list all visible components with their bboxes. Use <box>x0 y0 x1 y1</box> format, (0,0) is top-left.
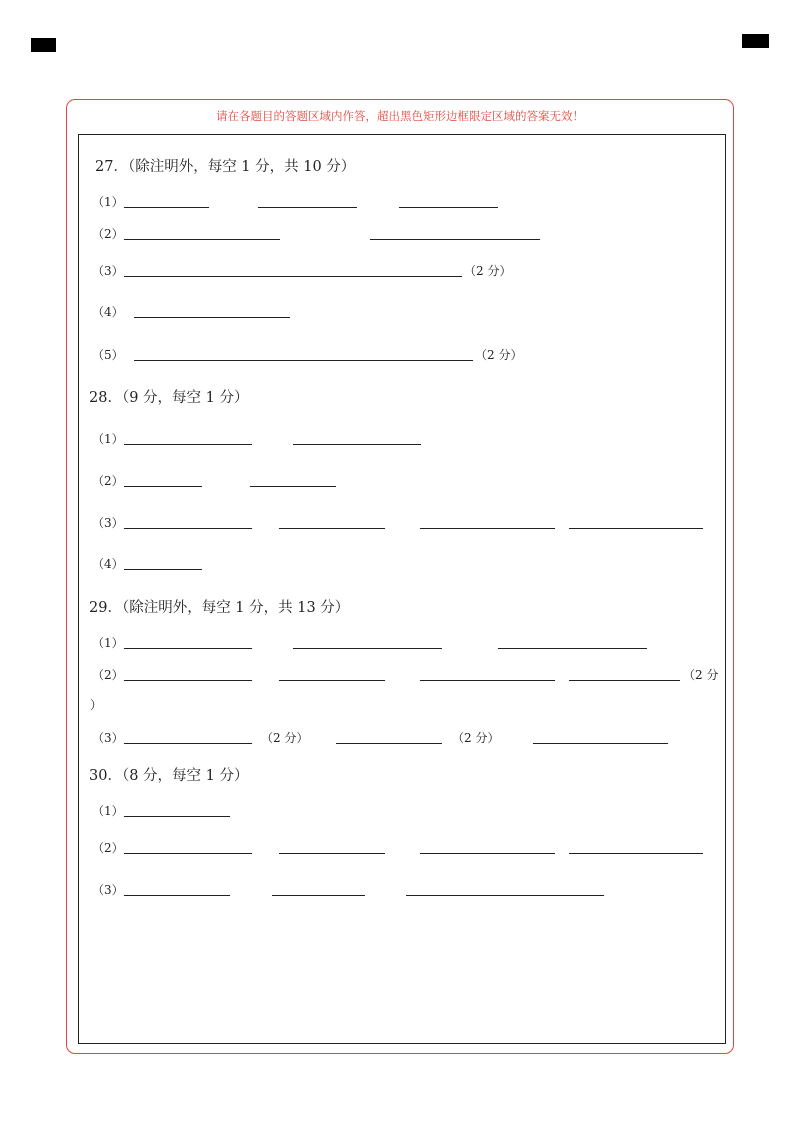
q27-1-blank-c[interactable] <box>399 207 498 208</box>
q28-3-blank-b[interactable] <box>279 528 385 529</box>
answer-area-notice: 请在各题目的答题区域内作答，超出黑色矩形边框限定区域的答案无效！ <box>216 109 584 123</box>
q29-3-points-b: （2 分） <box>452 731 500 745</box>
q27-5-points: （2 分） <box>475 348 523 362</box>
q28-4-label: （4） <box>92 557 124 571</box>
q30-2-blank-a[interactable] <box>124 853 252 854</box>
q29-2-points-close: ） <box>90 698 103 712</box>
registration-mark-right <box>742 34 769 48</box>
q29-3-blank-c[interactable] <box>533 743 668 744</box>
q27-3-blank[interactable] <box>124 276 462 277</box>
q29-1-label: （1） <box>92 636 124 650</box>
q30-2-label: （2） <box>92 841 124 855</box>
q30-2-blank-c[interactable] <box>420 853 555 854</box>
q30-heading: 30．（8 分，每空 1 分） <box>89 768 249 784</box>
q30-2-blank-d[interactable] <box>569 853 703 854</box>
q27-heading: 27．（除注明外，每空 1 分，共 10 分） <box>95 159 356 175</box>
q29-3-label: （3） <box>92 731 124 745</box>
q28-1-blank-a[interactable] <box>124 444 252 445</box>
q27-2-blank-b[interactable] <box>370 239 540 240</box>
q28-heading: 28．（9 分，每空 1 分） <box>89 390 249 406</box>
q30-3-blank-a[interactable] <box>124 895 230 896</box>
q28-1-label: （1） <box>92 432 124 446</box>
q30-2-blank-b[interactable] <box>279 853 385 854</box>
q29-2-blank-a[interactable] <box>124 680 252 681</box>
q30-3-blank-c[interactable] <box>406 895 604 896</box>
q27-3-points: （2 分） <box>464 264 512 278</box>
q30-1-label: （1） <box>92 804 124 818</box>
q29-2-blank-b[interactable] <box>279 680 385 681</box>
q28-2-blank-b[interactable] <box>250 486 336 487</box>
q29-heading: 29．（除注明外，每空 1 分，共 13 分） <box>89 600 350 616</box>
q29-2-label: （2） <box>92 668 124 682</box>
q30-3-blank-b[interactable] <box>272 895 365 896</box>
q27-2-blank-a[interactable] <box>124 239 280 240</box>
q27-5-label: （5） <box>92 348 124 362</box>
registration-mark-left <box>31 38 56 52</box>
q27-5-blank[interactable] <box>134 360 473 361</box>
q29-3-blank-b[interactable] <box>336 743 442 744</box>
q28-3-blank-c[interactable] <box>420 528 555 529</box>
answer-area-inner-border <box>78 134 726 1044</box>
q27-4-blank[interactable] <box>134 317 290 318</box>
q27-1-blank-b[interactable] <box>258 207 357 208</box>
q28-3-blank-a[interactable] <box>124 528 252 529</box>
q29-1-blank-b[interactable] <box>293 648 442 649</box>
q29-3-blank-a[interactable] <box>124 743 252 744</box>
q29-1-blank-a[interactable] <box>124 648 252 649</box>
q27-1-label: （1） <box>92 195 124 209</box>
q29-2-blank-c[interactable] <box>420 680 555 681</box>
q28-2-label: （2） <box>92 474 124 488</box>
q27-1-blank-a[interactable] <box>124 207 209 208</box>
q29-3-points-a: （2 分） <box>261 731 309 745</box>
q29-2-blank-d[interactable] <box>569 680 680 681</box>
q28-4-blank[interactable] <box>124 569 202 570</box>
q30-3-label: （3） <box>92 883 124 897</box>
q28-2-blank-a[interactable] <box>124 486 202 487</box>
q28-3-blank-d[interactable] <box>569 528 703 529</box>
q27-2-label: （2） <box>92 227 124 241</box>
q29-2-points: （2 分 <box>683 668 719 682</box>
q28-3-label: （3） <box>92 516 124 530</box>
q28-1-blank-b[interactable] <box>293 444 421 445</box>
q27-4-label: （4） <box>92 305 124 319</box>
q29-1-blank-c[interactable] <box>498 648 647 649</box>
q30-1-blank[interactable] <box>124 816 230 817</box>
q27-3-label: （3） <box>92 264 124 278</box>
